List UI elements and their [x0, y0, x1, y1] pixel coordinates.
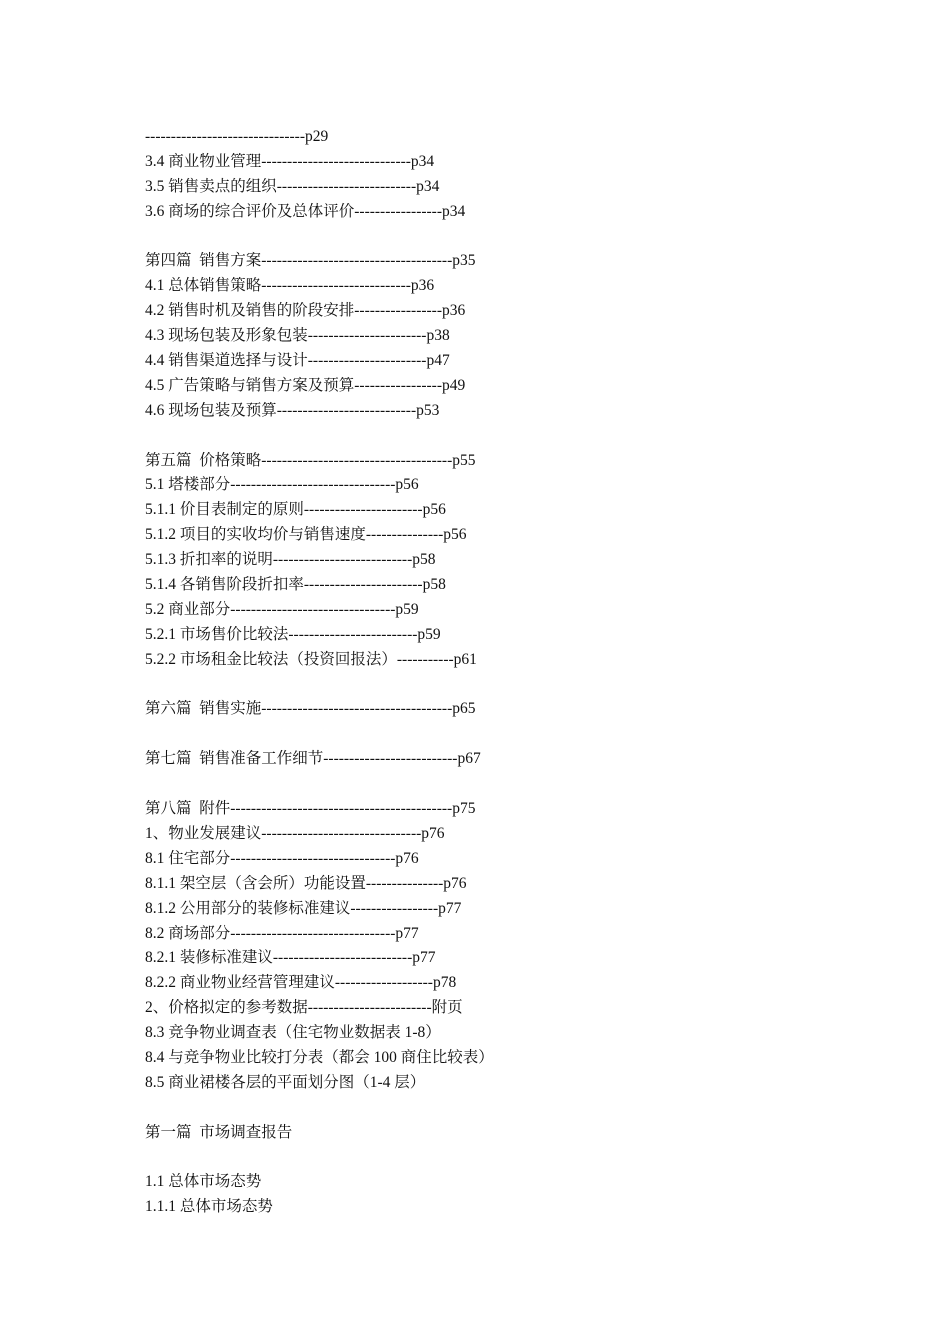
- toc-line: 5.1 塔楼部分--------------------------------p56: [145, 476, 419, 494]
- toc-line: 3.4 商业物业管理-----------------------------p34: [145, 152, 435, 170]
- blank-line: [145, 424, 845, 449]
- blank-line: [145, 722, 845, 747]
- toc-chapter-heading: 第五篇 价格策略-------------------------------------p55: [145, 451, 476, 469]
- chapter-heading: 第一篇 市场调查报告: [145, 1123, 293, 1141]
- toc-chapter-heading: 第四篇 销售方案-------------------------------------p35: [145, 252, 476, 270]
- blank-line: [145, 1146, 845, 1171]
- toc-chapter-heading: 第八篇 附件-------------------------------------------p75: [145, 800, 476, 818]
- toc-line: 4.5 广告策略与销售方案及预算-----------------p49: [145, 376, 466, 394]
- toc-line: 8.2.2 商业物业经营管理建议-------------------p78: [145, 974, 457, 992]
- toc-line: 5.2.1 市场售价比较法-------------------------p59: [145, 625, 441, 643]
- toc-line: 5.2.2 市场租金比较法（投资回报法）-----------p61: [145, 650, 477, 668]
- toc-line: -------------------------------p29: [145, 128, 329, 145]
- toc-line: 8.1.1 架空层（含会所）功能设置---------------p76: [145, 874, 467, 892]
- blank-line: [145, 1096, 845, 1121]
- document-page: [145, 125, 845, 1220]
- toc-line: 8.3 竞争物业调查表（住宅物业数据表 1-8）: [145, 1024, 441, 1042]
- subsection-heading: 1.1.1 总体市场态势: [145, 1198, 273, 1216]
- blank-line: [145, 225, 845, 250]
- toc-chapter-heading: 第六篇 销售实施-------------------------------------p65: [145, 700, 476, 718]
- toc-line: 4.3 现场包装及形象包装-----------------------p38: [145, 327, 450, 345]
- toc-line: 8.2 商场部分--------------------------------p77: [145, 924, 419, 942]
- blank-line: [145, 772, 845, 797]
- toc-line: 8.1 住宅部分--------------------------------p76: [145, 849, 419, 867]
- toc-line: 4.1 总体销售策略-----------------------------p36: [145, 277, 435, 295]
- toc-line: 2、价格拟定的参考数据------------------------附页: [145, 999, 463, 1017]
- blank-line: [145, 673, 845, 698]
- toc-line: 4.4 销售渠道选择与设计-----------------------p47: [145, 352, 450, 370]
- toc-line: 4.2 销售时机及销售的阶段安排-----------------p36: [145, 302, 466, 320]
- toc-line: 8.2.1 装修标准建议---------------------------p77: [145, 949, 436, 967]
- toc-line: 3.6 商场的综合评价及总体评价-----------------p34: [145, 202, 466, 220]
- toc-line: 8.5 商业裙楼各层的平面划分图（1-4 层）: [145, 1073, 426, 1091]
- section-heading: 1.1 总体市场态势: [145, 1173, 262, 1191]
- toc-line: 3.5 销售卖点的组织---------------------------p34: [145, 177, 440, 195]
- toc-line: 8.4 与竞争物业比较打分表（都会 100 商住比较表）: [145, 1048, 494, 1066]
- toc-line: 5.1.4 各销售阶段折扣率-----------------------p58: [145, 576, 446, 594]
- toc-chapter-heading: 第七篇 销售准备工作细节--------------------------p67: [145, 750, 481, 768]
- toc-line: 1、物业发展建议-------------------------------p76: [145, 824, 445, 842]
- toc-line: 4.6 现场包装及预算---------------------------p53: [145, 401, 440, 419]
- toc-line: 5.1.2 项目的实收均价与销售速度---------------p56: [145, 526, 467, 544]
- toc-line: 5.1.3 折扣率的说明---------------------------p58: [145, 551, 436, 569]
- toc-line: 8.1.2 公用部分的装修标准建议-----------------p77: [145, 899, 462, 917]
- toc-line: 5.1.1 价目表制定的原则-----------------------p56: [145, 501, 446, 519]
- toc-line: 5.2 商业部分--------------------------------p59: [145, 600, 419, 618]
